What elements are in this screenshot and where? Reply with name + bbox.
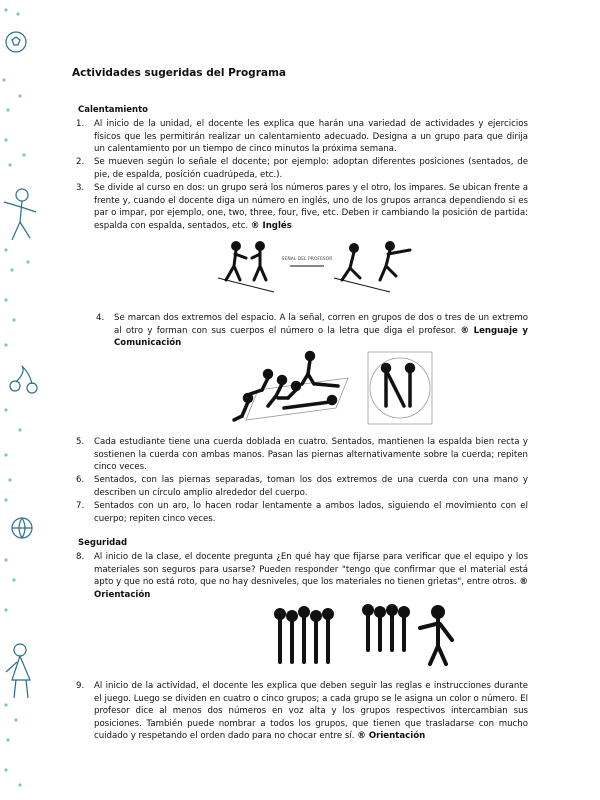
list-item — [76, 182, 528, 232]
item-text: Al inicio de la actividad, el docente les explica que deben seguir las reglas e instrucciones durante el juego. Luego se dividen en cuatro o cinco grupos; a cada grupo se le asigna un color o número. El profesor dice al menos dos números en voz alta y los grupos respectivos intercambian sus posiciones. También puede nombrar a todos los grupos, que tienen que trasladarse con mucho cuidado y respetando el orden dado para no chocar entre sí. — [94, 681, 528, 742]
list-item — [76, 436, 528, 474]
list-item — [96, 312, 528, 350]
page-title: Actividades sugeridas del Programa — [72, 67, 286, 79]
item-text: Sentados con un aro, lo hacen rodar lentamente a ambos lados, siguiendo el movimiento con el cuerpo; repiten cinco veces. — [94, 501, 528, 524]
item-number: 3. — [76, 183, 85, 193]
item-text: Al inicio de la clase, el docente pregunta ¿En qué hay que fijarse para verificar que el equipo y los materiales son seguros para usarse? Pueden responder "tengo que confirmar que el material está apto y que no está roto, que no hay desniveles, que los materiales no tienen grietas", entre otros. — [94, 552, 528, 588]
item-text: Se mueven según lo señale el docente; por ejemplo: adoptan diferentes posiciones (sentados, de pie, de espalda, posición cuadrúpeda, etc.). — [94, 157, 528, 180]
child-figure-icon — [4, 189, 36, 240]
basketball-icon — [12, 518, 32, 538]
item-number: 6. — [76, 475, 85, 485]
list-item — [76, 118, 528, 156]
item-text: Al inicio de la unidad, el docente les explica que harán una variedad de actividades y ejercicios físicos que les permitirán realizar un calentamiento adecuado. Designa a un grupo para que dirija un calentamiento por un tiempo de cinco minutos la próxima semana. — [94, 119, 528, 155]
girl-figure-icon — [6, 644, 30, 698]
soccer-ball-icon — [6, 32, 26, 52]
item-text: Se divide al curso en dos: un grupo será los números pares y el otro, los impares. Se ubican frente a frente y, cuando el docente diga un número en inglés, uno de los grupos arranca dependiendo si es par o impar, por ejemplo, one, two, three, four, five, etc. Deben ir cambiando la posición de partida: espalda con espalda, sentados, etc. — [94, 183, 528, 231]
section-heading-calentamiento: Calentamiento — [78, 105, 148, 115]
item-text: Cada estudiante tiene una cuerda doblada en cuatro. Sentados, mantienen la espalda bien recta y sostienen la cuerda con ambas manos. Pasan las piernas alternativamente sobre la cuerda; repiten cinco veces. — [94, 437, 528, 473]
list-item — [76, 680, 528, 743]
item-number: 2. — [76, 157, 85, 167]
subject-tag: ® Lenguaje y Comunicación — [114, 325, 528, 349]
standing-groups-illustration — [270, 604, 460, 670]
item-text: Sentados, con las piernas separadas, toman los dos extremos de una cuerda con una mano y describen un círculo amplio alrededor del cuerpo. — [94, 475, 528, 498]
section-heading-seguridad: Seguridad — [78, 538, 128, 548]
subject-tag: ® Inglés — [250, 220, 292, 231]
subject-tag: ® Orientación — [94, 577, 528, 600]
margin-decoration — [0, 0, 52, 800]
item-number: 4. — [96, 313, 105, 323]
item-number: 1. — [76, 119, 85, 129]
group-forming-letter-illustration — [218, 350, 438, 426]
subject-tag: ® Orientación — [357, 731, 426, 742]
item-text: Se marcan dos extremos del espacio. A la señal, corren en grupos de dos o tres de un extremo al otro y forman con sus cuerpos el número o la letra que diga el profesor. — [114, 313, 528, 336]
list-item — [76, 156, 528, 181]
runners-illustration — [214, 238, 434, 294]
list-item — [76, 551, 528, 601]
item-number: 7. — [76, 501, 85, 511]
list-item — [76, 500, 528, 525]
item-number: 8. — [76, 552, 85, 562]
cherries-icon — [10, 366, 37, 393]
signal-label: SEÑAL DEL PROFESOR — [281, 257, 333, 262]
item-number: 9. — [76, 681, 85, 691]
item-number: 5. — [76, 437, 85, 447]
list-item — [76, 474, 528, 499]
